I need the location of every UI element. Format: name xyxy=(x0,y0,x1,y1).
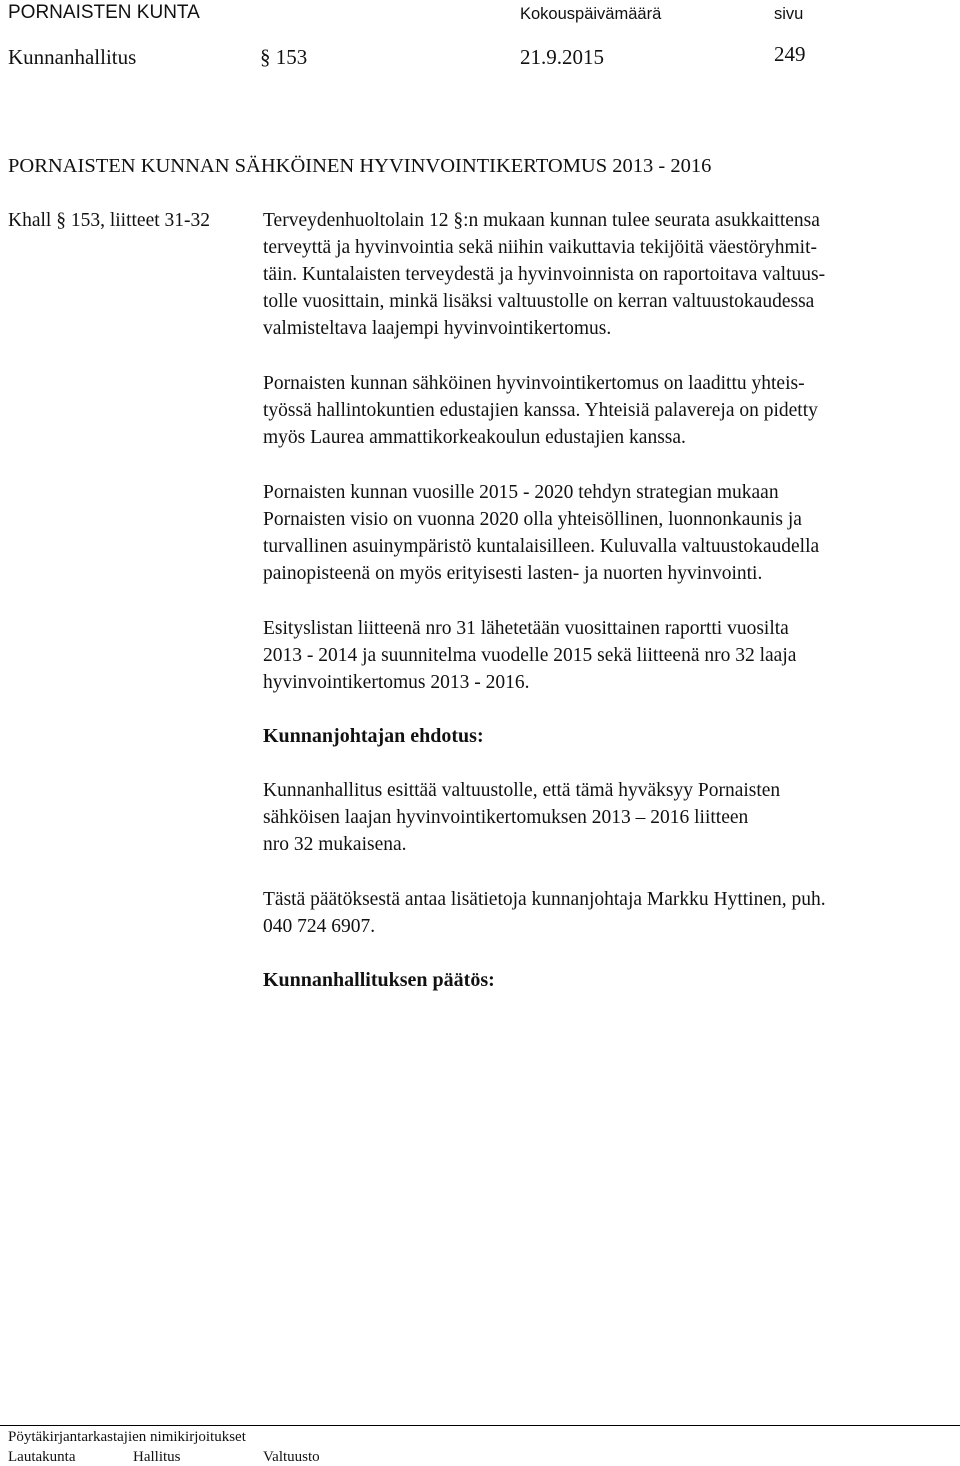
text-line: sähköisen laajan hyvinvointikertomuksen 2013 – 2016 liitteen xyxy=(263,807,749,828)
text-line: täin. Kuntalaisten terveydestä ja hyvinvoinnista on raportoitava valtuus- xyxy=(263,264,826,285)
contact-info xyxy=(263,886,960,940)
text-line: Pornaisten kunnan sähköinen hyvinvointikertomus on laadittu yhteis- xyxy=(263,373,805,394)
section-reference: Khall § 153, liitteet 31-32 xyxy=(8,210,211,231)
page-label: sivu xyxy=(774,5,804,23)
document-title: PORNAISTEN KUNNAN SÄHKÖINEN HYVINVOINTIKERTOMUS 2013 - 2016 xyxy=(8,155,712,177)
proposal-text xyxy=(263,777,960,858)
text-line: painopisteenä on myös erityisesti lasten- ja nuorten hyvinvointi. xyxy=(263,563,763,584)
paragraph-legal-basis xyxy=(263,207,960,342)
section-number: § 153 xyxy=(260,45,308,69)
meeting-body: Kunnanhallitus xyxy=(8,45,137,69)
footer-col-board: Lautakunta xyxy=(8,1449,76,1465)
text-line: myös Laurea ammattikorkeakoulun edustajien kanssa. xyxy=(263,427,686,448)
page-number: 249 xyxy=(774,42,806,66)
text-line: työssä hallintokuntien edustajien kanssa. Yhteisiä palavereja on pidetty xyxy=(263,400,818,421)
text-line: Pornaisten visio on vuonna 2020 olla yhteisöllinen, luonnonkaunis ja xyxy=(263,509,802,530)
text-line: Terveydenhuoltolain 12 §:n mukaan kunnan tulee seurata asukkaittensa xyxy=(263,210,820,231)
footer-col-government: Hallitus xyxy=(133,1449,181,1465)
paragraph-strategy xyxy=(263,479,960,587)
text-line: Pornaisten kunnan vuosille 2015 - 2020 tehdyn strategian mukaan xyxy=(263,482,779,503)
text-line: 040 724 6907. xyxy=(263,916,376,937)
decision-heading: Kunnanhallituksen päätös: xyxy=(263,969,495,991)
text-line: valmisteltava laajempi hyvinvointikertomus. xyxy=(263,318,612,339)
text-line: turvallinen asuinympäristö kuntalaisilleen. Kuluvalla valtuustokaudella xyxy=(263,536,820,557)
signatures-label: Pöytäkirjantarkastajien nimikirjoitukset xyxy=(8,1429,246,1445)
meeting-date-label: Kokouspäivämäärä xyxy=(520,5,662,23)
text-line: Tästä päätöksestä antaa lisätietoja kunnanjohtaja Markku Hyttinen, puh. xyxy=(263,889,826,910)
text-line: 2013 - 2014 ja suunnitelma vuodelle 2015 sekä liitteenä nro 32 laaja xyxy=(263,645,797,666)
text-line: tolle vuosittain, minkä lisäksi valtuustolle on kerran valtuustokaudessa xyxy=(263,291,815,312)
text-line: hyvinvointikertomus 2013 - 2016. xyxy=(263,672,530,693)
text-line: Kunnanhallitus esittää valtuustolle, että tämä hyväksyy Pornaisten xyxy=(263,780,781,801)
text-line: Esityslistan liitteenä nro 31 lähetetään vuosittainen raportti vuosilta xyxy=(263,618,789,639)
municipality-name: PORNAISTEN KUNTA xyxy=(8,2,200,23)
text-line: terveyttä ja hyvinvointia sekä niihin vaikuttavia tekijöitä väestöryhmit- xyxy=(263,237,817,258)
footer-col-council: Valtuusto xyxy=(263,1449,320,1465)
meeting-date: 21.9.2015 xyxy=(520,45,604,69)
paragraph-attachments xyxy=(263,615,960,696)
proposal-heading: Kunnanjohtajan ehdotus: xyxy=(263,725,484,747)
text-line: nro 32 mukaisena. xyxy=(263,834,407,855)
footer-divider xyxy=(0,1425,960,1426)
paragraph-cooperation xyxy=(263,370,960,451)
